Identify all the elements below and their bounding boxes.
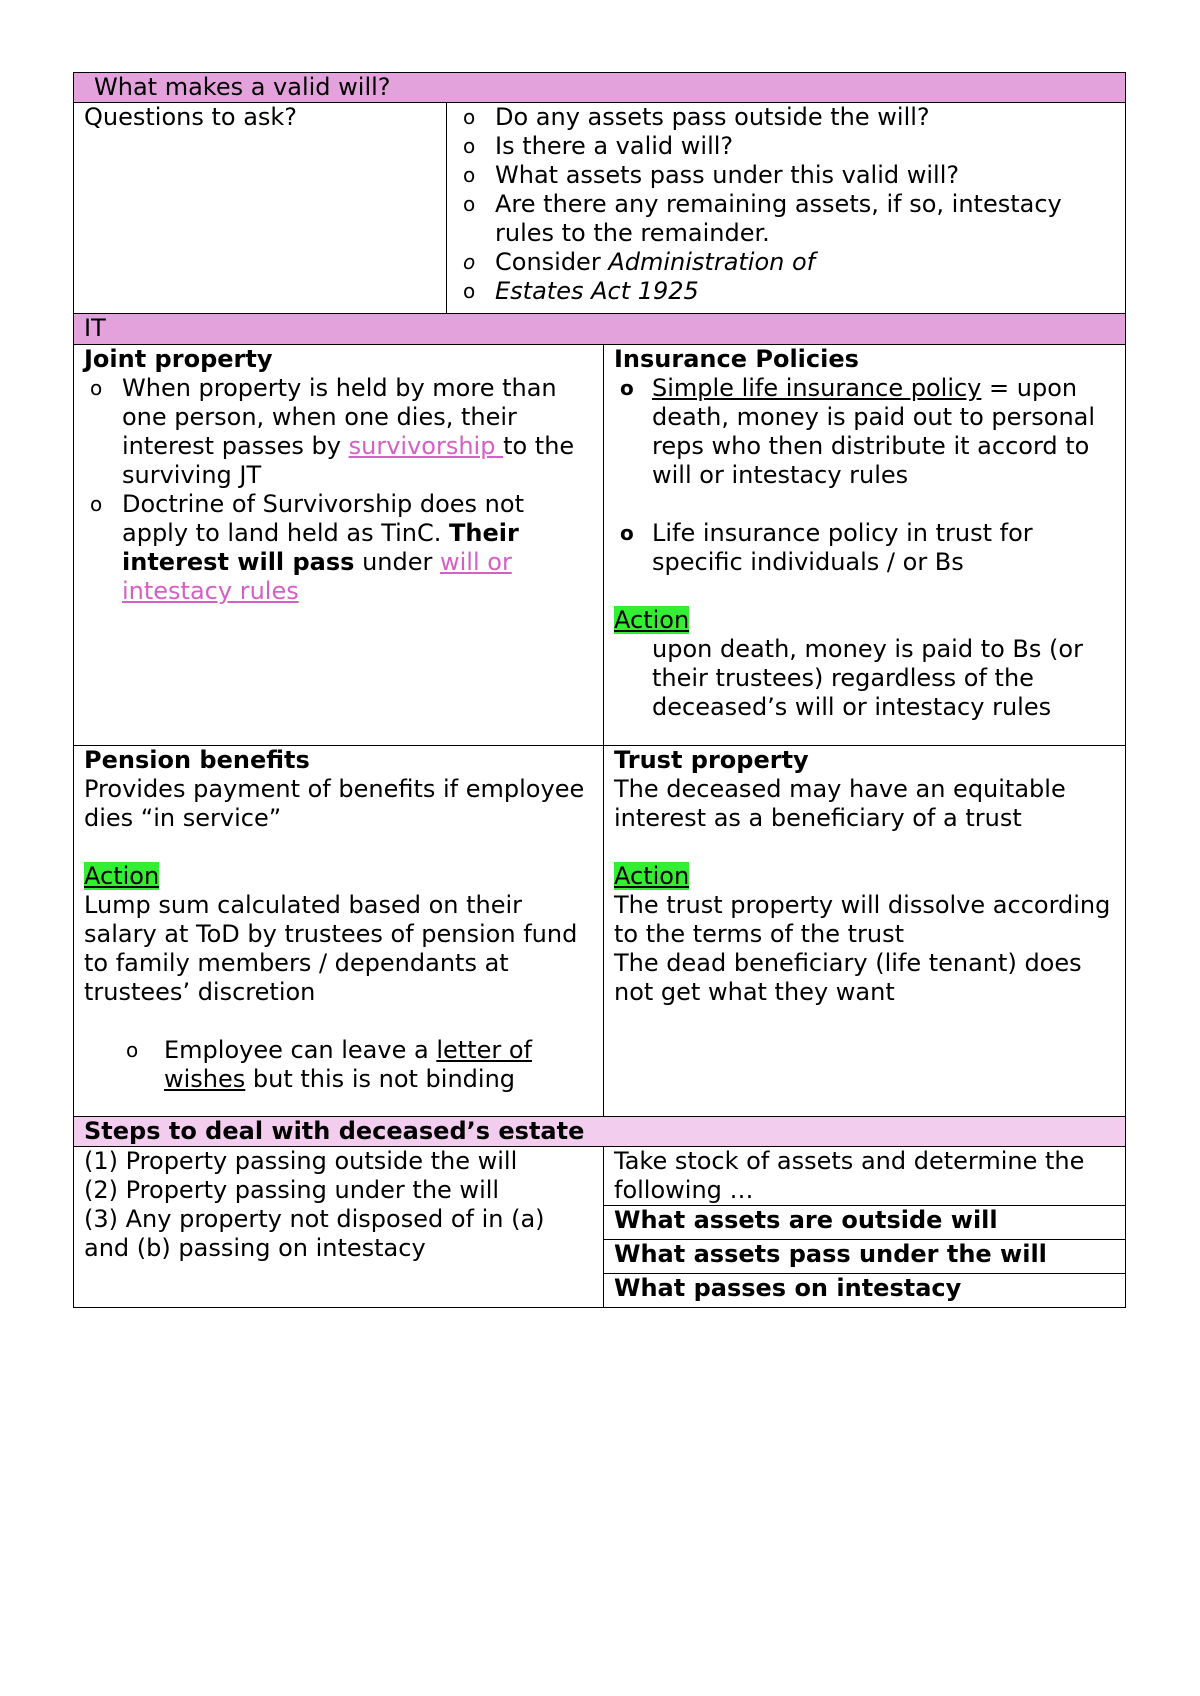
list-item: o Estates Act 1925 xyxy=(463,277,699,305)
circle-bullet-icon: o xyxy=(620,376,634,400)
joint-property-list xyxy=(84,374,593,606)
notes-table xyxy=(73,72,1126,1308)
spacer xyxy=(614,490,1115,519)
action-label: Action xyxy=(614,862,690,890)
list-item: o Are there any remaining assets, if so, intestacy rules to the remainder. xyxy=(463,190,1062,247)
joint-property-heading: Joint property xyxy=(84,345,273,373)
insurance-list xyxy=(614,374,1115,577)
survivorship-link[interactable]: survivorship xyxy=(348,432,504,460)
spacer xyxy=(84,833,593,862)
section-header-it xyxy=(74,314,1126,345)
trust-text: The deceased may have an equitable interest as a beneficiary of a trust xyxy=(614,775,1066,832)
trust-property-cell xyxy=(604,746,1126,1117)
list-item: o Simple life insurance policy = upon death, money is paid out to personal reps who then distribute it accord to will or intestacy rules xyxy=(620,374,1096,489)
questions-list xyxy=(447,103,1115,306)
right-item: What assets are outside will xyxy=(604,1206,1125,1240)
list-item: o What assets pass under this valid will? xyxy=(463,161,960,189)
trust-heading: Trust property xyxy=(614,746,809,774)
document-page xyxy=(73,72,1125,1308)
section-header-valid-will xyxy=(74,73,1126,103)
circle-bullet-icon: o xyxy=(463,105,476,129)
will-or-intestacy-link[interactable]: will or intestacy rules xyxy=(122,548,512,605)
circle-bullet-icon: o xyxy=(126,1038,139,1062)
spacer xyxy=(614,577,1115,606)
pension-text: Provides payment of benefits if employee dies “in service” xyxy=(84,775,585,832)
insurance-action-text: upon death, money is paid to Bs (or their trustees) regardless of the deceased’s will or intestacy rules xyxy=(652,635,1083,721)
list-item: o Consider Administration of xyxy=(463,248,816,276)
right-item: What passes on intestacy xyxy=(614,1274,962,1302)
trust-line-2: The dead beneficiary (life tenant) does not get what they want xyxy=(614,949,1082,1006)
joint-property-cell xyxy=(74,345,604,746)
circle-bullet-icon: o xyxy=(463,192,476,216)
section-header-steps xyxy=(74,1117,1126,1147)
action-label: Action xyxy=(614,606,690,634)
steps-right-cell xyxy=(604,1147,1126,1308)
questions-list-cell xyxy=(447,103,1126,314)
action-label: Action xyxy=(84,862,160,890)
section-title: Steps to deal with deceased’s estate xyxy=(74,1117,1126,1147)
pension-benefits-cell xyxy=(74,746,604,1117)
list-item: o Life insurance policy in trust for specific individuals / or Bs xyxy=(620,519,1033,576)
trust-line-1: The trust property will dissolve according to the terms of the trust xyxy=(614,891,1111,948)
step-item: (1) Property passing outside the will xyxy=(84,1147,518,1175)
circle-bullet-icon: o xyxy=(90,492,103,516)
questions-label: Questions to ask? xyxy=(74,103,447,314)
steps-right-table xyxy=(604,1147,1125,1307)
circle-bullet-icon: o xyxy=(620,521,634,545)
circle-bullet-icon: o xyxy=(463,279,476,303)
step-item: (2) Property passing under the will xyxy=(84,1176,500,1204)
pension-action-text: Lump sum calculated based on their salary at ToD by trustees of pension fund to family members / dependants at trustees’ discretion xyxy=(84,891,578,1006)
steps-cell xyxy=(74,1147,604,1308)
list-item: o Do any assets pass outside the will? xyxy=(463,103,930,131)
right-intro: Take stock of assets and determine the following … xyxy=(604,1147,1125,1206)
pension-list xyxy=(84,1036,593,1094)
list-item: o Employee can leave a letter of wishes but this is not binding xyxy=(126,1036,532,1093)
insurance-heading: Insurance Policies xyxy=(614,345,859,373)
questions-row xyxy=(74,103,1126,314)
list-item: o When property is held by more than one person, when one dies, their interest passes by survivorship to the surviving JT xyxy=(90,374,575,489)
circle-bullet-icon: o xyxy=(463,250,476,274)
spacer xyxy=(614,833,1115,862)
list-item: o Is there a valid will? xyxy=(463,132,734,160)
joint-insurance-row xyxy=(74,345,1126,746)
spacer xyxy=(84,1007,593,1036)
pension-heading: Pension benefits xyxy=(84,746,310,774)
list-item: o Doctrine of Survivorship does not apply to land held as TinC. Their interest will pass under will or intestacy rules xyxy=(90,490,524,605)
steps-row xyxy=(74,1147,1126,1308)
circle-bullet-icon: o xyxy=(463,163,476,187)
step-item: (3) Any property not disposed of in (a) and (b) passing on intestacy xyxy=(84,1205,545,1262)
pension-trust-row xyxy=(74,746,1126,1117)
circle-bullet-icon: o xyxy=(90,376,103,400)
section-title: IT xyxy=(74,314,1126,345)
insurance-policies-cell xyxy=(604,345,1126,746)
section-title: What makes a valid will? xyxy=(74,73,1126,103)
right-item: What assets pass under the will xyxy=(604,1240,1125,1274)
circle-bullet-icon: o xyxy=(463,134,476,158)
